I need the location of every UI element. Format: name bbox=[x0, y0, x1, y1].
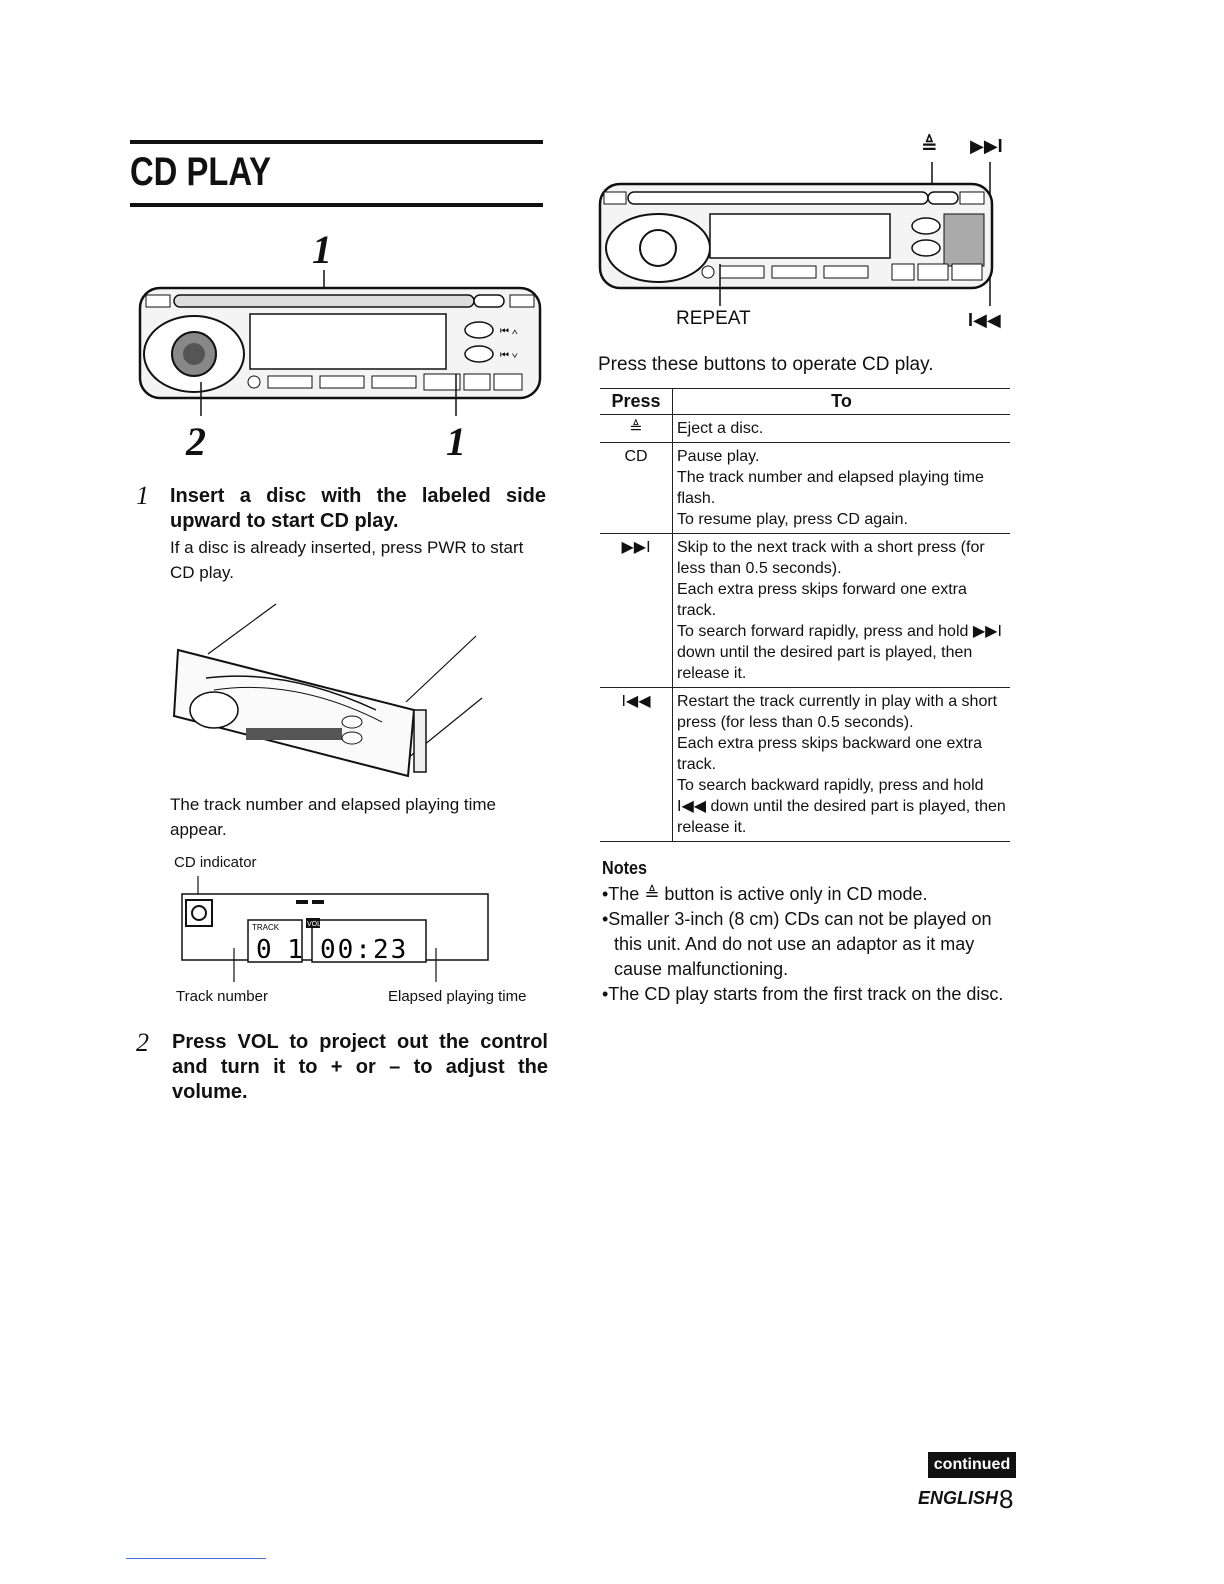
row-text: To resume play, press CD again. bbox=[677, 511, 908, 528]
note-item: •Smaller 3-inch (8 cm) CDs can not be played on this unit. And do not use an adaptor as it may cause malfunctioning. bbox=[602, 909, 992, 979]
notes-heading: Notes bbox=[602, 858, 648, 878]
row-text: To search backward rapidly, press and hold I◀◀ down until the desired part is played, then release it. bbox=[677, 777, 1006, 836]
step-1-number: 1 bbox=[136, 481, 149, 510]
title-rule-bottom bbox=[130, 203, 543, 207]
cd-operation-table bbox=[600, 388, 1010, 842]
cd-indicator-label: CD indicator bbox=[174, 854, 257, 871]
row-text: Pause play. bbox=[677, 448, 760, 465]
elapsed-time-label: Elapsed playing time bbox=[388, 988, 527, 1005]
bottom-rule bbox=[126, 1558, 266, 1559]
display-diagram bbox=[172, 872, 494, 982]
step-1-caption: The track number and elapsed playing time appear. bbox=[170, 795, 497, 839]
eject-symbol: ≜ bbox=[921, 136, 938, 158]
callout-1-right: 1 bbox=[446, 419, 466, 464]
disc-insertion-illustration bbox=[146, 598, 496, 784]
col-header-to: To bbox=[673, 389, 1011, 415]
table-intro: Press these buttons to operate CD play. bbox=[598, 354, 934, 375]
step-2-heading: Press VOL to project out the control and turn it to + or – to adjust the volume. bbox=[172, 1031, 548, 1103]
key-next: ▶▶I bbox=[600, 534, 673, 688]
step-2-number: 2 bbox=[136, 1028, 149, 1057]
row-text: Eject a disc. bbox=[677, 420, 764, 437]
key-eject: ≜ bbox=[600, 415, 673, 443]
table-row bbox=[600, 534, 1010, 688]
callout-1-top: 1 bbox=[312, 227, 332, 272]
track-value: 0 1 bbox=[256, 935, 303, 965]
footer-language: ENGLISH bbox=[918, 1488, 999, 1508]
note-item: •The ≜ button is active only in CD mode. bbox=[602, 884, 928, 904]
title-rule-top bbox=[130, 140, 543, 144]
repeat-label: REPEAT bbox=[676, 308, 751, 329]
continued-badge: continued bbox=[928, 1452, 1016, 1478]
row-text: Each extra press skips backward one extra track. bbox=[677, 735, 983, 773]
stereo-panel-illustration-2 bbox=[594, 156, 1006, 314]
note-item: •The CD play starts from the first track on the disc. bbox=[602, 984, 1004, 1004]
next-track-symbol: ▶▶I bbox=[970, 136, 1003, 156]
table-row bbox=[600, 415, 1010, 443]
prev-track-symbol: I◀◀ bbox=[968, 310, 1001, 330]
row-text: To search forward rapidly, press and hold ▶▶I down until the desired part is played, then release it. bbox=[677, 623, 1002, 682]
svg-text:⏮ ∨: ⏮ ∨ bbox=[500, 350, 518, 361]
row-text: Restart the track currently in play with a short press (for less than 0.5 seconds). bbox=[677, 693, 998, 731]
table-row bbox=[600, 688, 1010, 842]
svg-text:⏮ ∧: ⏮ ∧ bbox=[500, 326, 518, 337]
time-value: 00:23 bbox=[320, 935, 409, 965]
row-text: Each extra press skips forward one extra track. bbox=[677, 581, 967, 619]
key-prev: I◀◀ bbox=[600, 688, 673, 842]
vol-label: VOL bbox=[307, 921, 322, 928]
row-text: The track number and elapsed playing time flash. bbox=[677, 469, 984, 507]
callout-2-left: 2 bbox=[186, 419, 206, 464]
table-row bbox=[600, 443, 1010, 534]
step-1-text: If a disc is already inserted, press PWR to start CD play. bbox=[170, 538, 524, 582]
notes-list bbox=[602, 882, 1014, 1007]
page-title: CD PLAY bbox=[130, 150, 271, 194]
step-1-heading: Insert a disc with the labeled side upward to start CD play. bbox=[170, 485, 546, 532]
row-text: Skip to the next track with a short press (for less than 0.5 seconds). bbox=[677, 539, 985, 577]
col-header-press: Press bbox=[600, 389, 673, 415]
key-cd: CD bbox=[600, 443, 673, 534]
track-label: TRACK bbox=[252, 923, 280, 932]
track-number-label: Track number bbox=[176, 988, 268, 1005]
page-number: 8 bbox=[999, 1484, 1014, 1514]
